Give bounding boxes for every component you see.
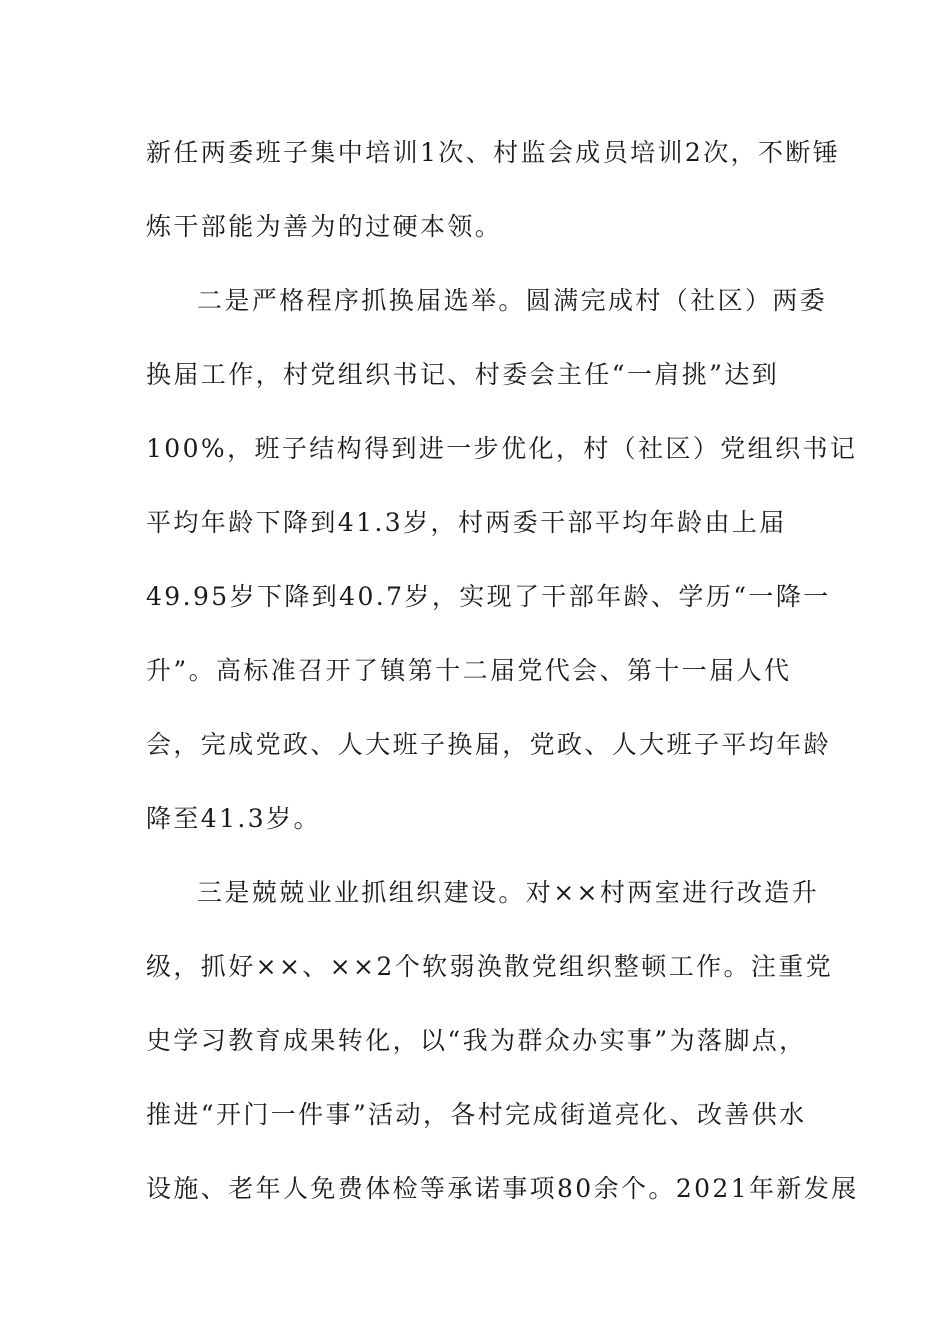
paragraph-start-line: 三是兢兢业业抓组织建设。对××村两室进行改造升: [197, 878, 820, 907]
text-line: 换届工作，村党组织书记、村委会主任“一肩挑”达到: [146, 360, 780, 389]
text-line: 降至41.3岁。: [146, 804, 321, 833]
text-line: 新任两委班子集中培训1次、村监会成员培训2次，不断锤: [146, 138, 841, 167]
text-line: 平均年龄下降到41.3岁，村两委干部平均年龄由上届: [146, 508, 787, 537]
text-line: 100%，班子结构得到进一步优化，村（社区）党组织书记: [146, 434, 858, 463]
text-line: 会，完成党政、人大班子换届，党政、人大班子平均年龄: [146, 730, 832, 759]
paragraph-start-line: 二是严格程序抓换届选举。圆满完成村（社区）两委: [197, 286, 828, 315]
text-line: 推进“开门一件事”活动，各村完成街道亮化、改善供水: [146, 1100, 807, 1129]
text-line: 炼干部能为善为的过硬本领。: [146, 212, 503, 241]
text-line: 设施、老年人免费体检等承诺事项80余个。2021年新发展: [146, 1174, 859, 1203]
text-line: 史学习教育成果转化，以“我为群众办实事”为落脚点，: [146, 1026, 807, 1055]
text-line: 升”。高标准召开了镇第十二届党代会、第十一届人代: [146, 656, 792, 685]
text-line: 级，抓好××、××2个软弱涣散党组织整顿工作。注重党: [146, 952, 834, 981]
text-line: 49.95岁下降到40.7岁，实现了干部年龄、学历“一降一: [146, 582, 831, 611]
